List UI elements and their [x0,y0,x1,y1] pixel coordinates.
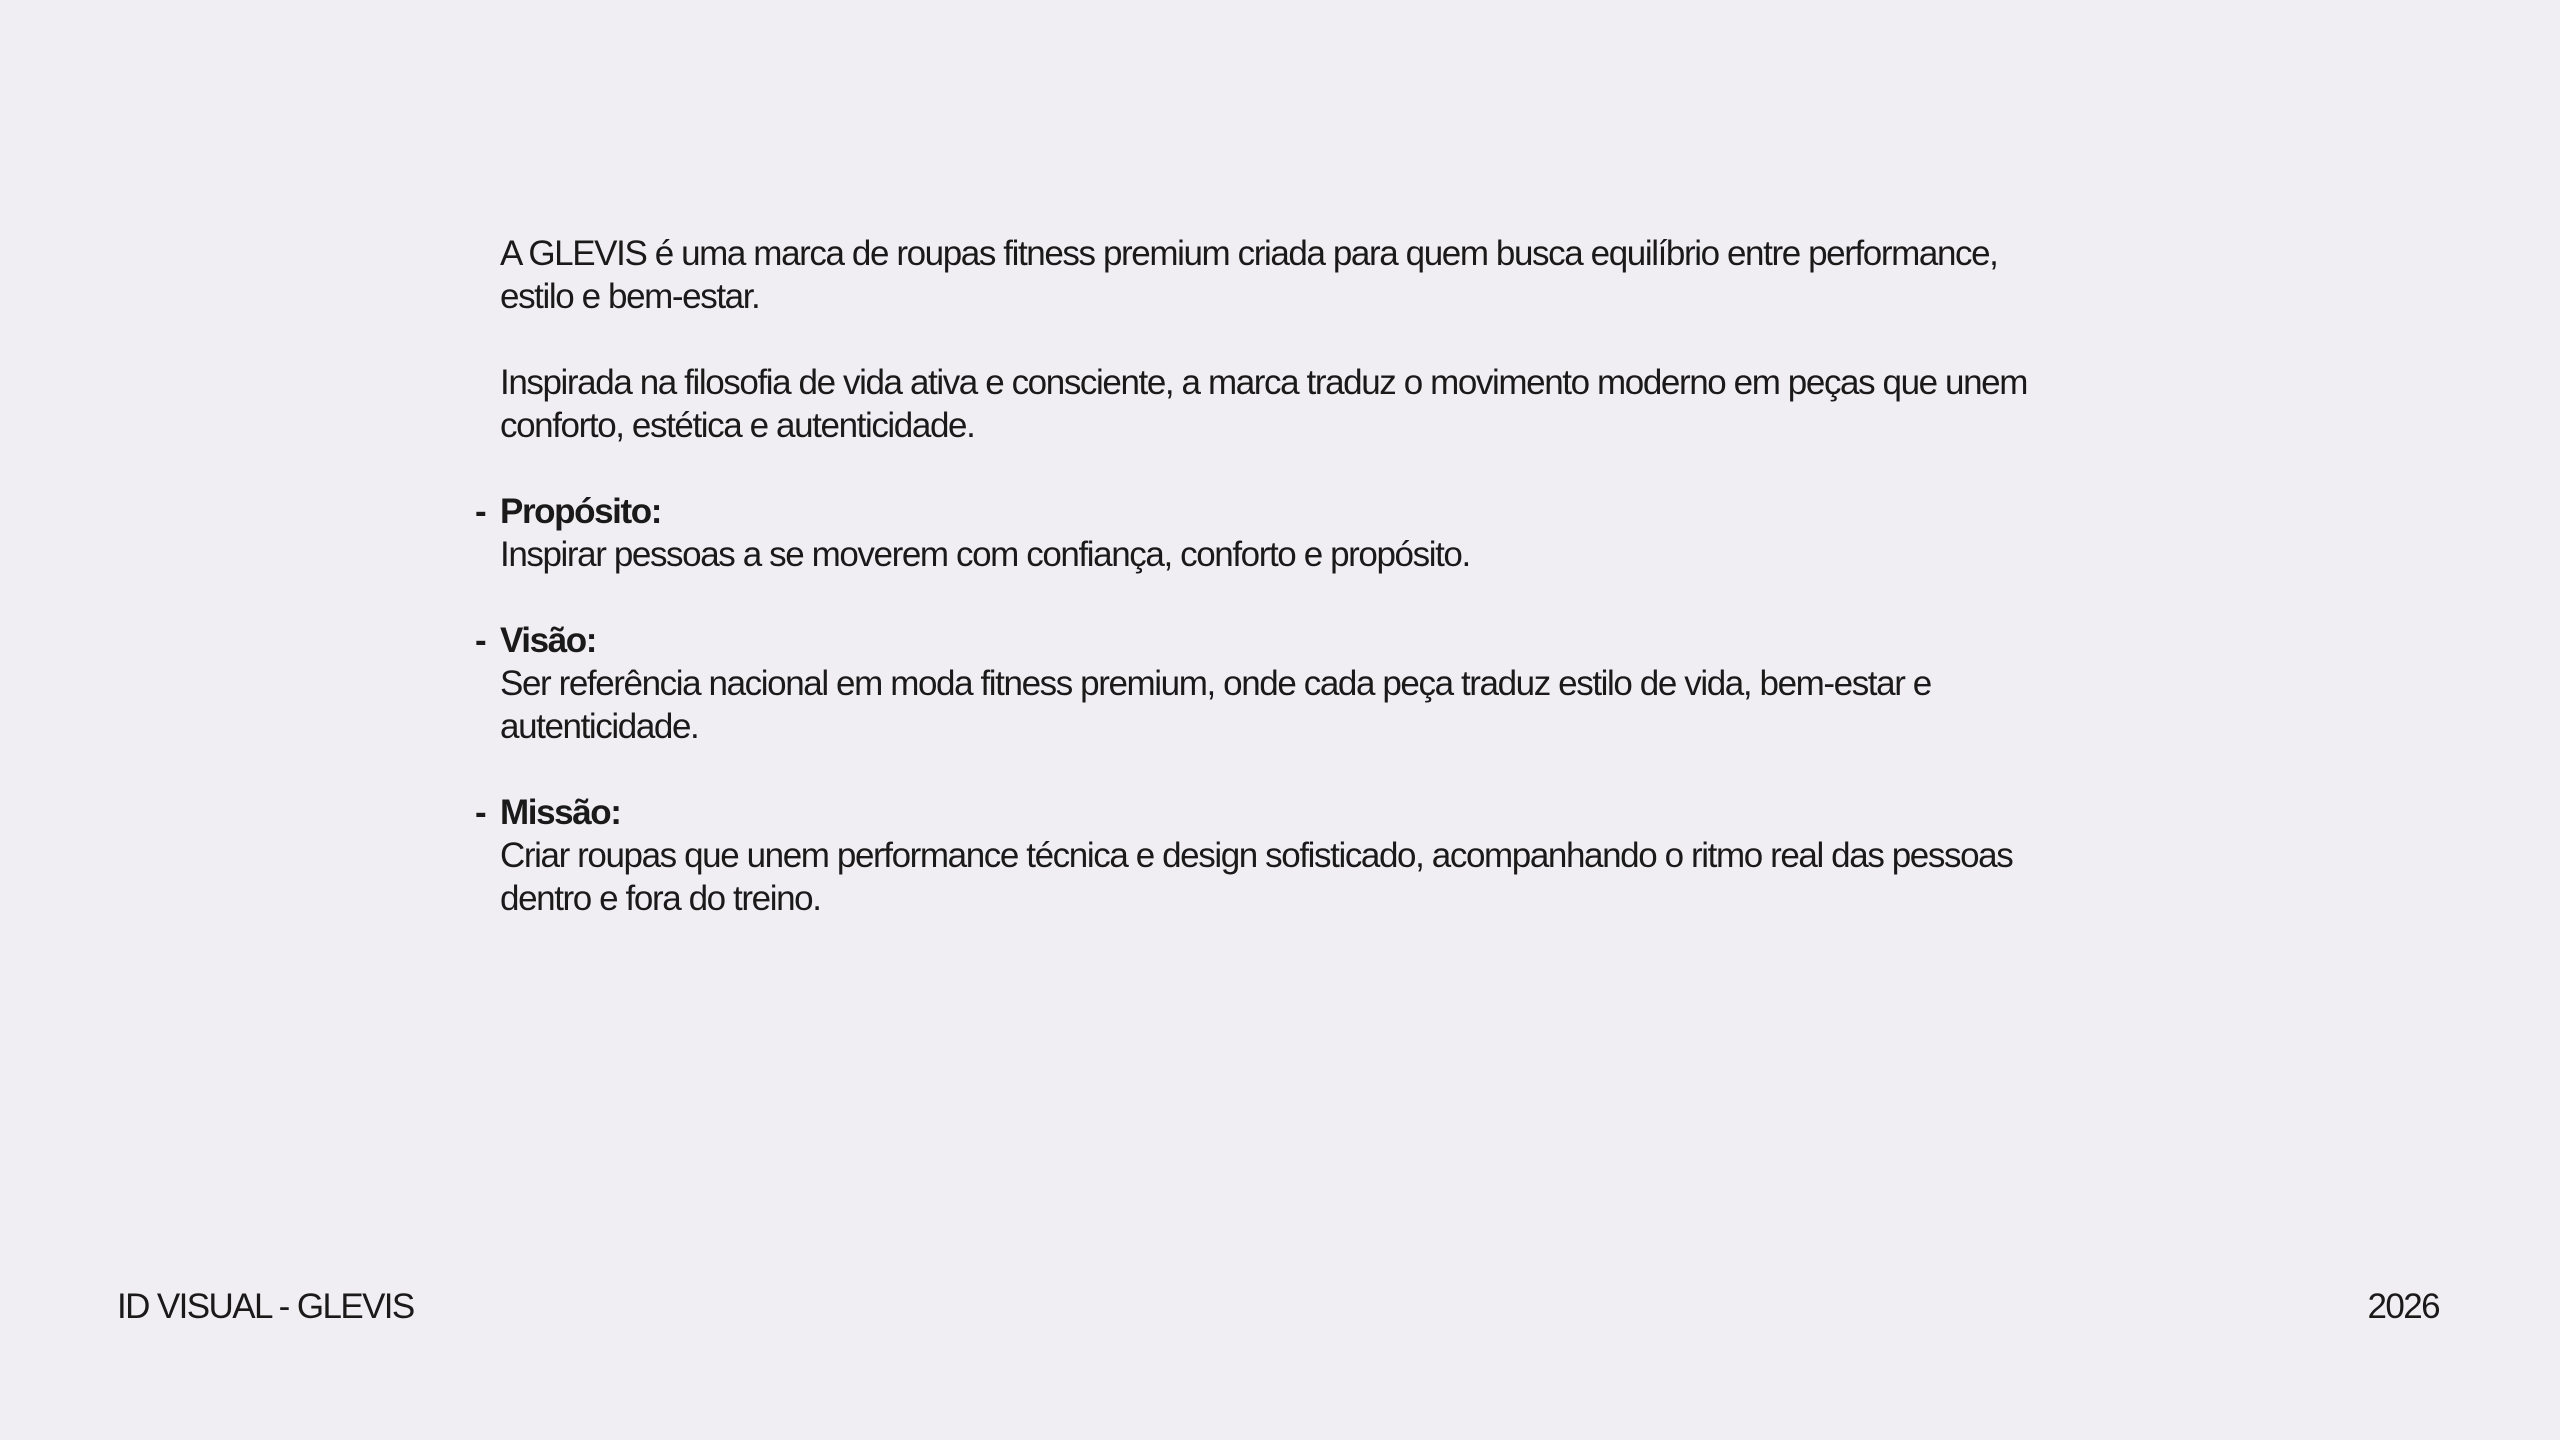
section-bullet: - [475,793,486,832]
brand-text-block [475,232,2060,963]
section-title-visao: Visão: [500,621,597,660]
intro-paragraph-1: A GLEVIS é uma marca de roupas fitness premium criada para quem busca equilíbrio entre performance, estilo e bem-estar. [500,234,1998,316]
section-title-proposito: Propósito: [500,492,661,531]
section-bullet: - [475,621,486,660]
intro-paragraph-2: Inspirada na filosofia de vida ativa e consciente, a marca traduz o movimento moderno em peças que unem conforto, estética e autenticidade. [500,363,2027,445]
section-bullet: - [475,492,486,531]
footer-year: 2026 [2367,1287,2439,1326]
section-title-missao: Missão: [500,793,621,832]
section-text-missao: Criar roupas que unem performance técnica e design sofisticado, acompanhando o ritmo real das pessoas dentro e fora do treino. [500,836,2013,918]
section-visao [475,619,2060,748]
section-text-proposito: Inspirar pessoas a se moverem com confiança, conforto e propósito. [500,535,1470,574]
section-text-visao: Ser referência nacional em moda fitness premium, onde cada peça traduz estilo de vida, bem-estar e autenticidade. [500,664,1931,746]
section-missao [475,791,2060,920]
footer-brand-label: ID VISUAL - GLEVIS [117,1287,414,1326]
section-proposito [475,490,2060,576]
